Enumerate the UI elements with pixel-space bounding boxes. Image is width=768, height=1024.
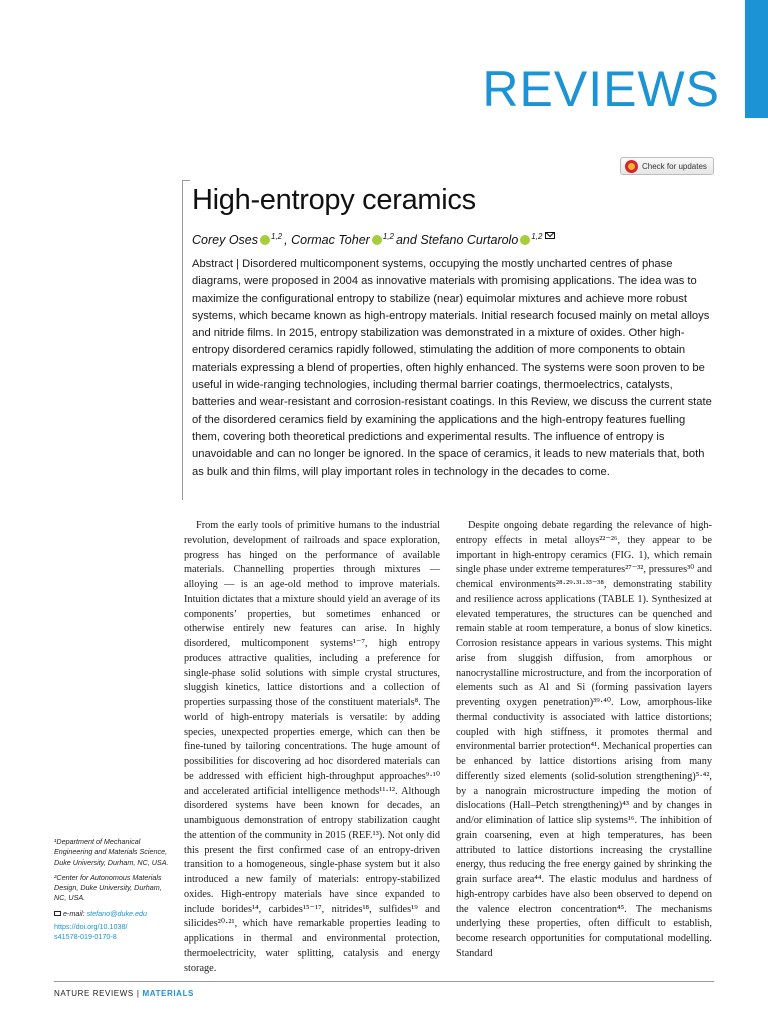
footer-journal[interactable]: MATERIALS (142, 989, 194, 998)
email-prefix: e-mail: (63, 908, 87, 918)
footer-rule (54, 981, 714, 982)
author-name[interactable]: Corey Oses (192, 233, 258, 247)
orcid-icon[interactable] (520, 235, 530, 245)
author-list (192, 233, 555, 247)
email-link[interactable]: stefano@duke.edu (86, 908, 148, 918)
abstract: Abstract | Disordered multicomponent systems, occupying the mostly uncharted centres of phase diagrams, were proposed in 2004 as innovative materials with promising applications. The idea was to maximize the configurational entropy to stabilize (near) equimolar mixtures and achieve more robust systems, which became known as high-entropy materials. Initial research focused mainly on metal alloys and nitride films. In 2015, entropy stabilization was demonstrated in a mixture of oxides. Other high-entropy disordered ceramics rapidly followed, stimulating the addition of more components to obtain materials expressing a blend of properties, often highly enhanced. The systems were soon proven to be useful in wide-ranging technologies, including thermal barrier coatings, thermoelectrics, catalysts, batteries and wear-resistant and corrosion-resistant coatings. In this Review, we discuss the current state of the disordered ceramics field by examining the applications and the high-entropy features fuelling them, covering both theoretical predictions and experimental results. The influence of entropy is unavoidable and can no longer be ignored. In the space of ceramics, it leads to new materials that, both as bulk and thin films, will play important roles in technology in the decades to come. (192, 258, 712, 478)
author-name[interactable]: Cormac Toher (291, 233, 370, 247)
check-for-updates-button[interactable] (620, 157, 714, 175)
doi-line-2: s41578-019-0170-8 (54, 932, 117, 942)
author-affiliation-mark: 1,2 (382, 232, 394, 241)
envelope-icon (54, 911, 61, 916)
body-paragraph: Despite ongoing debate regarding the relevance of high-entropy effects in metal alloys²²⁻²⁶, they appear to be important in high-entropy ceramics (FIG. 1), which remain single phase under extreme temperatures²⁷⁻³², pressures³⁰ and chemical environments²⁸·²⁹·³¹·³³⁻³⁸, demonstrating stability and resilience across applications (TABLE 1). Synthesized at elevated temperatures, the structures can be quenched and remain stable at room temperature, a bonus of slow kinetics. Corrosion resistance appears in various systems. This might arise from sluggish diffusion, from amorphous or nanocrystalline microstructure, and from the incorporation of elements such as Al and Si (forming passivation layers preventing oxygen penetration)³⁹·⁴⁰. Low, amorphous-like thermal conductivity is associated with lattice distortions; coupled with high stiffness, it promotes thermal and environmental barrier protection⁴¹. Mechanical properties can be enhanced by lattice distortions arising from many differently sized elements (solid-solution strengthening)⁵·⁴², by a nanograin microstructure impeding the motion of dislocations (Hall–Petch strengthening)⁴³ and by changes in and/or elimination of lattice slip systems¹⁶. The inhibition of grain coarsening, even at high temperatures, has been attributed to lattice distortions increasing the crystalline energy, thus reducing the free energy gained by shrinking the grain surface area⁴⁴. The elastic modulus and hardness of high-entropy carbides have also been observed to depend on the valence electron concentration⁴⁵. The mechanisms underlying these properties, often difficult to establish, become research opportunities for computational modelling. Standard (456, 520, 712, 959)
title-frame-rule (182, 180, 190, 500)
footer (54, 989, 194, 998)
doi-link[interactable] (54, 922, 172, 942)
body-column-right (456, 519, 712, 962)
orcid-icon[interactable] (260, 235, 270, 245)
orcid-icon[interactable] (372, 235, 382, 245)
author-affiliation-mark: 1,2 (271, 232, 283, 241)
section-label: REVIEWS (482, 61, 720, 117)
check-for-updates-label: Check for updates (642, 161, 707, 171)
author-separator: and (395, 233, 417, 247)
mail-icon[interactable] (545, 232, 555, 239)
accent-bar (745, 0, 768, 118)
author-name[interactable]: Stefano Curtarolo (420, 233, 519, 247)
affiliation-1: ¹Department of Mechanical Engineering and Materials Science, Duke University, Durham, NC, USA. (54, 837, 169, 867)
sidenotes (54, 837, 172, 942)
doi-line-1: https://doi.org/10.1038/ (54, 922, 128, 932)
body-column-left (184, 519, 440, 976)
affiliation-2: ²Center for Autonomous Materials Design, Duke University, Durham, NC, USA. (54, 872, 162, 903)
correspondence-email (54, 909, 172, 919)
crossmark-icon (625, 160, 638, 173)
article-title: High-entropy ceramics (192, 184, 476, 216)
footer-publisher: NATURE REVIEWS (54, 989, 134, 998)
body-paragraph: From the early tools of primitive humans to the industrial revolution, development of railroads and space exploration, progress has hinged on the performance of available materials. Channelling properties through mixtures — alloying — is an age-old method to improve materials. Intuition dictates that a mixture should yield an average of its components’ properties, but sometimes enhanced or otherwise entirely new features can arise. In highly disordered, multicomponent systems¹⁻⁷, high entropy produces attractive qualities, including a preference for single-phase solid solutions with simple crystal structures, sluggish kinetics, lattice distortions and a collection of properties surpassing those of the constituent materials⁸. The world of high-entropy materials is versatile: by adding species, unexpected properties emerge, which can then be fine-tuned by tailoring concentrations. The huge amount of possibilities for discovering ad hoc disordered materials can be addressed with efficient high-throughput approaches⁹·¹⁰ and accelerated artificial intelligence methods¹¹·¹². Although disordered systems have been known for decades, an unambiguous demonstration of entropy stabilization caught the attention of the community in 2015 (REF.¹³). Not only did this present the first confirmed case of an entropy-driven transition to a homogeneous, single-phase system but it also introduced a new family of materials: entropy-stabilized oxides. High-entropy materials have since expanded to include borides¹⁴, carbides¹⁵⁻¹⁷, nitrides¹⁸, sulfides¹⁹ and silicides²⁰·²¹, which have remarkable properties leading to applications in thermal and environmental protection, thermoelectricity, water splitting, catalysis and energy storage. (184, 520, 440, 974)
author-affiliation-mark: 1,2 (531, 232, 543, 241)
footer-separator: | (136, 989, 140, 998)
author-separator: , (284, 233, 288, 247)
